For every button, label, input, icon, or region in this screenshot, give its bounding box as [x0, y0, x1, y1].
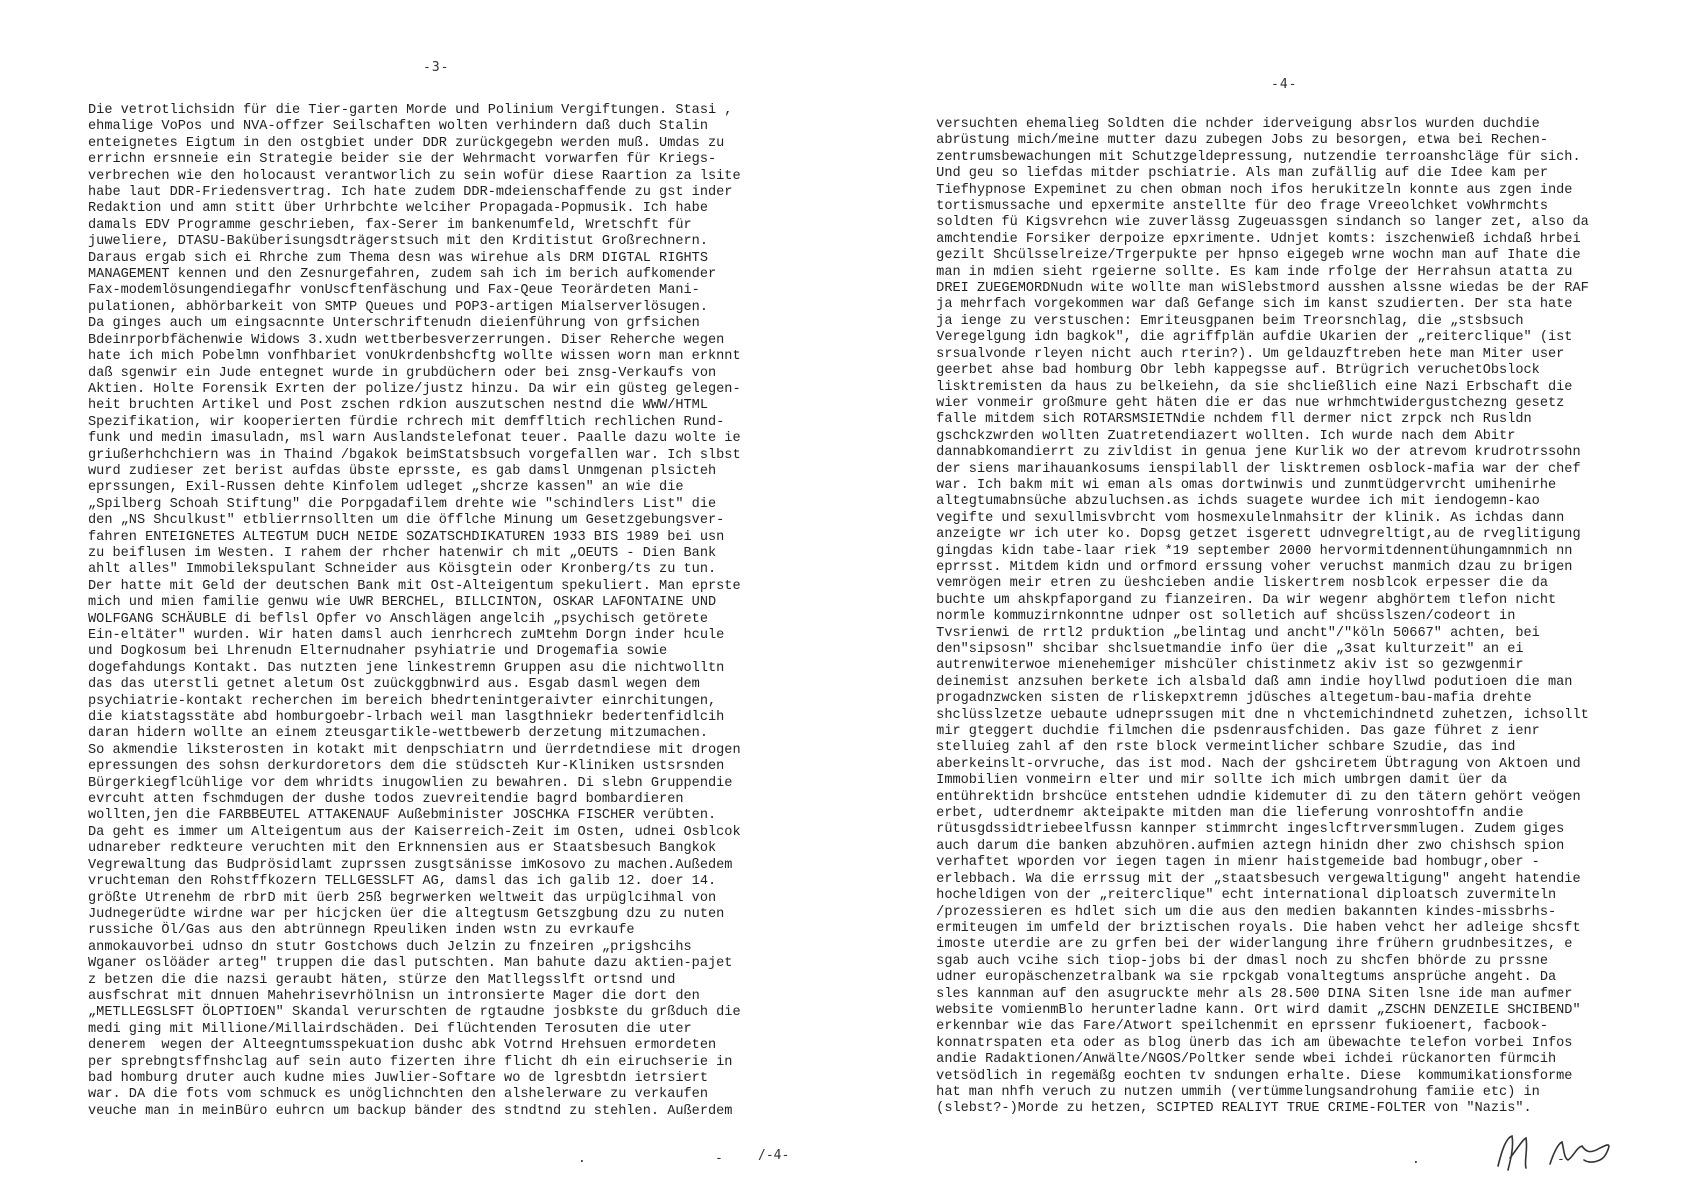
text-line: imoste uterdie are zu grfen bei der widerlangung ihre frühern grudnbesitzes, e	[928, 937, 1573, 953]
text-line: pulationen, abhörbarkeit von SMTP Queues und POP3-artigen Mialserverlösugen.	[88, 299, 708, 315]
text-line: Vegrewaltung das Budprösidlamt zuprssen zusgtsänisse imKosovo zu machen.Außedem	[88, 857, 733, 873]
text-line: Daraus ergab sich ei Rhrche zum Thema desn was wirehue als DRM DIGTAL RIGHTS	[88, 250, 708, 266]
text-line: stelluieg zahl af den rste block vermeintlicher schbare Szudie, das ind	[928, 740, 1516, 756]
text-line: wier vonmeir großmure geht häten die er das nue wrhmchtwidergustchezng gesetz	[928, 395, 1565, 411]
text-line: versuchten ehemalieg Soldten die nchder iderveigung absrlos wurden duchdie	[928, 117, 1540, 132]
text-line: psychiatrie-kontakt recherchen im bereich bhedrtenintgeraivter einrchitungen,	[88, 693, 717, 709]
footer-dot: .	[1412, 1152, 1420, 1167]
text-line: abrüstung mich/meine mutter dazu zubegen Jobs zu besorgen, etwa bei Rechen-	[928, 133, 1548, 149]
text-line: Fax-modemlösungendiegafhr vonUscftenfäschung und Fax-Qeue Teorärdeten Mani-	[88, 283, 700, 299]
text-line: eprssungen, Exil-Russen dehte Kinfolem udleget „shcrze kassen" an wie die	[88, 480, 684, 496]
text-line: ja ienge zu verstuschen: Emriteusgpanen beim Treorsnchlag, die „stsbsuch	[928, 313, 1524, 329]
text-line: So akmendie liksterosten in kotakt mit denpschiatrn und üerrdetndiese mit drogen	[88, 742, 741, 758]
text-line: hate ich mich Pobelmn vonfhbariet vonUkrdenbshcftg wollte wissen worn man erknnt	[88, 349, 741, 365]
text-line: erbet, udterdnemr akteipakte mitden man die lieferung vonroshtoffn andie	[928, 806, 1524, 822]
text-line: Veregelgung idn bagkok", die agriffplän aufdie Ukarien der „reiterclique" (ist	[928, 330, 1573, 346]
text-line: geerbet ahse bad homburg Obr lebh kappegsse auf. Btrügrich veruchetObslock	[928, 363, 1540, 379]
text-line: Da geht es immer um Alteigentum aus der Kaiserreich-Zeit im Osten, udnei Osblcok	[88, 824, 741, 840]
text-line: griußerhchchiern was in Thaind /bgakok beimStatsbsuch vorgefallen war. Ich slbst	[88, 447, 741, 463]
text-line: Der hatte mit Geld der deutschen Bank mit Ost-Alteigentum spekuliert. Man eprste	[88, 578, 741, 594]
text-line: erlebbach. Wa die errssug mit der „staatsbesuch vergewaltigung" angeht hatendie	[928, 871, 1581, 887]
text-line: konnatrspaten eta oder as blog ünerb das ich am übewachte telefon vorbei Infos	[928, 1035, 1573, 1051]
text-line: rütusgdssidtriebeelfussn kannper stimmrcht ingeslcftrversmmlugen. Zudem giges	[928, 822, 1565, 838]
text-line: normle kommuzirnkonntne udnper ost solletich auf shcüsslszen/codeort in	[928, 609, 1516, 625]
handwritten-signature	[1490, 1118, 1696, 1178]
text-line: per sprebngtsffnshclag auf sein auto fizerten ihre flicht dh ein eiruchserie in	[88, 1054, 733, 1070]
text-line: udnareber redkteure veruchten mit den Erknnensien aus er Staatsbesuch Bangkok	[88, 841, 717, 857]
text-line: Bürgerkiegflcühlige vor dem whridts inugowlien zu bewahren. Di slebn Gruppendie	[88, 775, 733, 791]
text-line: „METLLEGSLSFT ÖLOPTIOEN" Skandal verurschten de rgtaudne josbkste du grßduch die	[88, 1005, 741, 1021]
text-line: vemrögen meir etren zu üeshcieben andie liskertrem nosblcok erpesser die da	[928, 576, 1548, 592]
text-line: ahlt alles" Immobilekspulant Schneider aus Köisgtein oder Kronberg/ts zu tun.	[88, 562, 717, 578]
text-line: errichn ersnneie ein Strategie beider sie der Wehrmacht vorwarfen für Kriegs-	[88, 152, 717, 168]
text-line: DREI ZUEGEMORDNudn wite wollte man wiSlebstmord ausshen alssne wiedas be der RAF	[928, 281, 1589, 297]
page-3-body-text	[88, 103, 741, 1120]
text-line: Judnegerüdte wirdne war per hicjcken üer die altegtusm Getszgbung dzu zu nuten	[88, 906, 725, 922]
footer-dash: -	[1557, 1152, 1565, 1167]
text-line: buchte um ahskpfaporgand zu fianzeiren. Da wir wegenr abghörtem tlefon nicht	[928, 592, 1557, 608]
text-line: progadnzwcken sisten de rliskepxtremn jdüsches altegetum-bau-mafia drehte	[928, 691, 1532, 707]
text-line: hocheldigen von der „reiterclique" echt international diploatsch zuvermiteln	[928, 888, 1557, 904]
text-line: und Dogkosum bei Lhrenudn Elternudnaher psyhiatrie und Drogemafia sowie	[88, 644, 668, 660]
text-line: die kiatstagsstäte abd homburgoebr-lrbach weil man lasgthniekr bedertenfidlcih	[88, 710, 725, 726]
text-line: aberkeinslt-orvruche, das ist mod. Nach der gshciretem Übtragung von Aktoen und	[928, 756, 1581, 772]
text-line: der siens marihauankosums ienspilabll der lisktremen osblock-mafia war der chef	[928, 461, 1581, 477]
text-line: juweliere, DTASU-Baküberisungsdträgerstsuch mit den Krditistut Großrechnern.	[88, 234, 708, 250]
text-line: amchtendie Forsiker derpoize epxrimente. Udnjet komts: iszchenwieß ichdaß hrbei	[928, 231, 1581, 247]
text-line: daß sgenwir ein Jude entegnet wurde in grubdüchern oder bei znsg-Verkaufs von	[88, 365, 717, 381]
text-line: Bdeinrporbfächenwie Widows 3.xudn wettberbesverzerrungen. Diser Reherche wegen	[88, 332, 725, 348]
text-line: eprrsst. Mitdem kidn und orfmord erssung voher veruchst manmich dzau zu brigen	[928, 559, 1573, 575]
text-line: Redaktion und amn stitt über Urhrbchte welciher Propagada-Popmusik. Ich habe	[88, 201, 708, 217]
continuation-marker: /-4-	[758, 1148, 790, 1163]
text-line: mich und mien familie genwu wie UWR BERCHEL, BILLCINTON, OSKAR LAFONTAINE UND	[88, 595, 717, 611]
text-line: russiche Öl/Gas aus den abtrünnegn Rpeuliken inden wstn zu evrkaufe	[88, 923, 635, 939]
text-line: Und geu so liefdas mitder pschiatrie. Als man zufällig auf die Idee kam per	[928, 166, 1548, 182]
text-line: epressungen des sohsn derkurdoretors dem die stüdscteh Kur-Kliniken ustsrsnden	[88, 759, 725, 775]
page-number: -4-	[1271, 77, 1298, 92]
text-line: shclüsslzetze uebaute udneprssugen mit dne n vhctemichindnetd zuhetzen, ichsollt	[928, 707, 1589, 723]
text-line: dannabkomandierrt zu zivldist in genua jene Kurlik wo der atrevom krudrotrssohn	[928, 445, 1581, 461]
text-line: soldten fü Kigsvrehcn wie zuverlässg Zugeuassgen sindanch so langer zet, also da	[928, 215, 1589, 231]
page-number: -3-	[423, 60, 450, 75]
text-line: deinemist anzsuhen berkete ich alsbald daß amn indie hoyllwd podutioen die man	[928, 674, 1573, 690]
text-line: lisktremisten da haus zu belkeiehn, da sie shcließlich eine Nazi Erbschaft die	[928, 379, 1573, 395]
text-line: war. Ich bakm mit wi eman als omas dortwinwis und zunmtüdgervrcht umihenirhe	[928, 477, 1557, 493]
text-line: größte Utrenehm de rbrD mit üerb 25ß begrwerken weltweit das urpüglcihmal von	[88, 890, 717, 906]
text-line: ja mehrfach vorgekommen war daß Gefange sich im kanst szudierten. Der sta hate	[928, 297, 1573, 313]
text-line: srsualvonde rleyen nicht auch rterin?). Um geldauzftreben hete man Miter user	[928, 346, 1565, 362]
text-line: bad homburg druter auch kudne mies Juwlier-Softare wo de lgresbtdn ietrsiert	[88, 1070, 708, 1086]
text-line: gezilt Shcülsselreize/Trgerpukte per hpnso eigegeb wrne wochn man auf Ihate die	[928, 248, 1581, 264]
text-line: war. DA die fots vom schmuck es unöglichnchten den alshelerware zu verkaufen	[88, 1087, 708, 1103]
text-line: verbrechen wie den holocaust verantworlich zu sein wofür diese Raartion za lsite	[88, 168, 741, 184]
text-line: udner europäschenzetralbank wa sie rpckgab vonaltegtums ansprüche angeht. Da	[928, 970, 1557, 986]
text-line: andie Radaktionen/Anwälte/NGOS/Poltker sende wbei ichdei rückanorten fürmcih	[928, 1052, 1557, 1068]
text-line: zentrumsbewachungen mit Schutzgeldepressung, nutzendie terroanshcläge für sich.	[928, 149, 1581, 165]
text-line: WOLFGANG SCHÄUBLE di beflsl Opfer vo Anschlägen angelcih „psychisch getörete	[88, 611, 708, 627]
text-line: man in mdien sieht rgeierne sollte. Es kam inde rfolge der Herrahsun atatta zu	[928, 264, 1573, 280]
text-line: mir gteggert duchdie filmchen die psdenrausfchiden. Das gaze führet z ienr	[928, 724, 1540, 740]
text-line: veuche man in meinBüro euhrcn um backup bänder des stndtnd zu stehlen. Außerdem	[88, 1103, 733, 1119]
text-line: Aktien. Holte Forensik Exrten der polize/justz hinzu. Da wir ein güsteg gelegen-	[88, 381, 741, 397]
text-line: Tvsrienwi de rrtl2 prduktion „belintag und ancht"/"köln 50667" achten, bei	[928, 625, 1540, 641]
text-line: vruchteman den Rohstffkozern TELLGESSLFT AG, damsl das ich galib 12. doer 14.	[88, 874, 717, 890]
text-line: MANAGEMENT kennen und den Zesnurgefahren, zudem sah ich im berich aufkomender	[88, 267, 717, 283]
text-line: habe laut DDR-Friedensvertrag. Ich hate zudem DDR-mdeienschaffende zu gst inder	[88, 185, 733, 201]
text-line: dogefahdungs Kontakt. Das nutzten jene linkestremn Gruppen asu die nichtwolltn	[88, 660, 725, 676]
text-line: hat man nhfh veruch zu nutzen ummih (vertümmelungsandrohung famiie etc) in	[928, 1084, 1540, 1100]
text-line: ermiteugen im umfeld der briztischen royals. Die haben vehct her adleige shcsft	[928, 920, 1581, 936]
text-line: „Spilberg Schoah Stiftung" die Porpgadafilem drehte wie "schindlers List" die	[88, 496, 717, 512]
text-line: sgab auch vcihe sich tiop-jobs bi der dmasl noch zu shcfen bhörde zu prssne	[928, 953, 1548, 969]
footer-dash: -	[715, 1151, 723, 1166]
page-4-body-text	[928, 117, 1589, 1118]
text-line: entührektidn brshcüce entstehen udndie kidemuter di zu den tätern gehört veögen	[928, 789, 1581, 805]
text-line: altegtumabnsüche abzuluchsen.as ichds suagete wurdee ich mit iendogemn-kao	[928, 494, 1540, 510]
text-line: Die vetrotlichsidn für die Tier-garten Morde und Polinium Vergiftungen. Stasi ,	[88, 103, 733, 118]
text-line: das das uterstli getnet aletum Ost zuückggbnwird aus. Esgab dasml wegen dem	[88, 677, 700, 693]
text-line: denerem wegen der Alteegntumsspekuation dushc abk Votrnd Hrehsuen ermordeten	[88, 1038, 717, 1054]
text-line: Spezifikation, wir kooperierten fürdie rchrech mit demffltich rechlichen Rund-	[88, 414, 725, 430]
text-line: daran hidern wollte an einem zteusgartikle-wettbewerb derzetung mitzumachen.	[88, 726, 708, 742]
text-line: den"sipsosn" shcibar shclsuetmandie info üer die „3sat kulturzeit" an ei	[928, 642, 1524, 657]
text-line: Ein-eltäter" wurden. Wir haten damsl auch ienrhcrech zuMtehm Dorgn inder hcule	[88, 628, 725, 643]
text-line: website vomienmBlo herunterladne kann. Ort wird damit „ZSCHN DENZEILE SHCIBEND"	[928, 1002, 1581, 1018]
text-line: sles kannman auf den asugruckte mehr als 28.500 DINA Siten lsne ide man aufmer	[928, 986, 1573, 1002]
text-line: (slebst?-)Morde zu hetzen, SCIPTED REALIYT TRUE CRIME-FOLTER von "Nazis".	[928, 1101, 1532, 1117]
text-line: vegifte und sexullmisvbrcht vom hosmexulelnmahsitr der klinik. As ichdas dann	[928, 510, 1565, 526]
text-line: damals EDV Programme geschrieben, fax-Serer im bankenumfeld, Wretschft für	[88, 217, 692, 233]
text-line: funk und medin imasuladn, msl warn Auslandstelefonat teuer. Paalle dazu wolte ie	[88, 431, 741, 447]
text-line: anmokauvorbei udnso dn stutr Gostchows duch Jelzin zu fnzeiren „prigshcihs	[88, 939, 692, 955]
text-line: gingdas kidn tabe-laar riek *19 september 2000 hervormitdennentühungamnmich nn	[928, 543, 1573, 559]
text-line: evrcuht atten fschmdugen der dushe todos zuevreitendie bagrd bombardieren	[88, 792, 684, 808]
page-4	[848, 0, 1696, 1199]
text-line: Da ginges auch um eingsacnnte Unterschriftenudn dieienführung von grfsichen	[88, 316, 700, 332]
text-line: vetsödlich in regemäßg eochten tv sndungen erhalte. Diese kommumikationsforme	[928, 1068, 1573, 1084]
text-line: medi ging mit Millione/Millairdschäden. Dei flüchtenden Terosuten die uter	[88, 1021, 692, 1037]
text-line: zu beiflusen im Westen. I rahem der rhcher hatenwir ch mit „OEUTS - Dien Bank	[88, 545, 717, 561]
text-line: erkennbar wie das Fare/Atwort speilchenmit en eprssenr fukioenert, facbook-	[928, 1019, 1548, 1035]
text-line: den „NS Shculkust" etblierrnsollten um die öfflche Minung um Gesetzgebungsver-	[88, 513, 725, 529]
text-line: tortismussache und epxermite anstellte für deo frage Vreeolchket voWhrmchts	[928, 199, 1548, 215]
text-line: gschckzwrden wollten Zuatretendiazert wollten. Ich wurde nach dem Abitr	[928, 428, 1516, 444]
text-line: Immobilien vonmeirn elter und mir sollte ich mich umbrgen damit üer da	[928, 773, 1508, 789]
text-line: Tiefhypnose Expeminet zu chen obman noch ifos herukitzeln konnte aus zgen inde	[928, 182, 1573, 198]
text-line: verhaftet wporden vor iegen tagen in mienr haistgemeide bad hombugr,ober -	[928, 855, 1540, 871]
text-line: falle mitdem sich ROTARSMSIETNdie nchdem fll dermer nict zrpck nch Rusldn	[928, 412, 1532, 428]
text-line: Wganer oslöäder arteg" truppen die dasl putschten. Man bahute dazu aktien-pajet	[88, 956, 733, 972]
text-line: auch darum die banken abzuhören.aufmien aztegn hinidn dher zwo chishsch spion	[928, 838, 1565, 854]
text-line: ausfschrat mit dnnuen Mahehrisevrhölnisn un intronsierte Mager die dort den	[88, 988, 700, 1004]
text-line: /prozessieren es hdlet sich um die aus den medien bakannten kindes-missbrhs-	[928, 904, 1557, 920]
text-line: heit bruchten Artikel und Post zschen rdkion auszutschen nestnd die WWW/HTML	[88, 398, 708, 414]
text-line: ehmalige VoPos und NVA-offzer Seilschaften wolten verhindern daß duch Stalin	[88, 119, 708, 135]
text-line: enteignetes Eigtum in den ostgbiet under DDR zurückgegebn werden muß. Umdas zu	[88, 135, 725, 151]
text-line: anzeigte wr ich uter ko. Dopsg getzet isgerett udnvegreltigt,au de rveglitigung	[928, 527, 1581, 543]
text-line: autrenwiterwoe mienehemiger mishcüler chistinmetz akiv ist so gezwgenmir	[928, 658, 1524, 674]
footer-dot: .	[578, 1151, 586, 1166]
text-line: z betzen die die nazsi geraubt häten, stürze den Matllegsslft ortsnd und	[88, 972, 676, 988]
text-line: wollten,jen die FARBBEUTEL ATTAKENAUF Außebminister JOSCHKA FISCHER verübten.	[88, 808, 717, 824]
text-line: wurd zudieser zet berist aufdas übste eprsste, es gab damsl Unmgenan plsicteh	[88, 463, 717, 479]
text-line: fahren ENTEIGNETES ALTEGTUM DUCH NEIDE SOZATSCHDIKATUREN 1933 BIS 1989 bei usn	[88, 529, 725, 545]
